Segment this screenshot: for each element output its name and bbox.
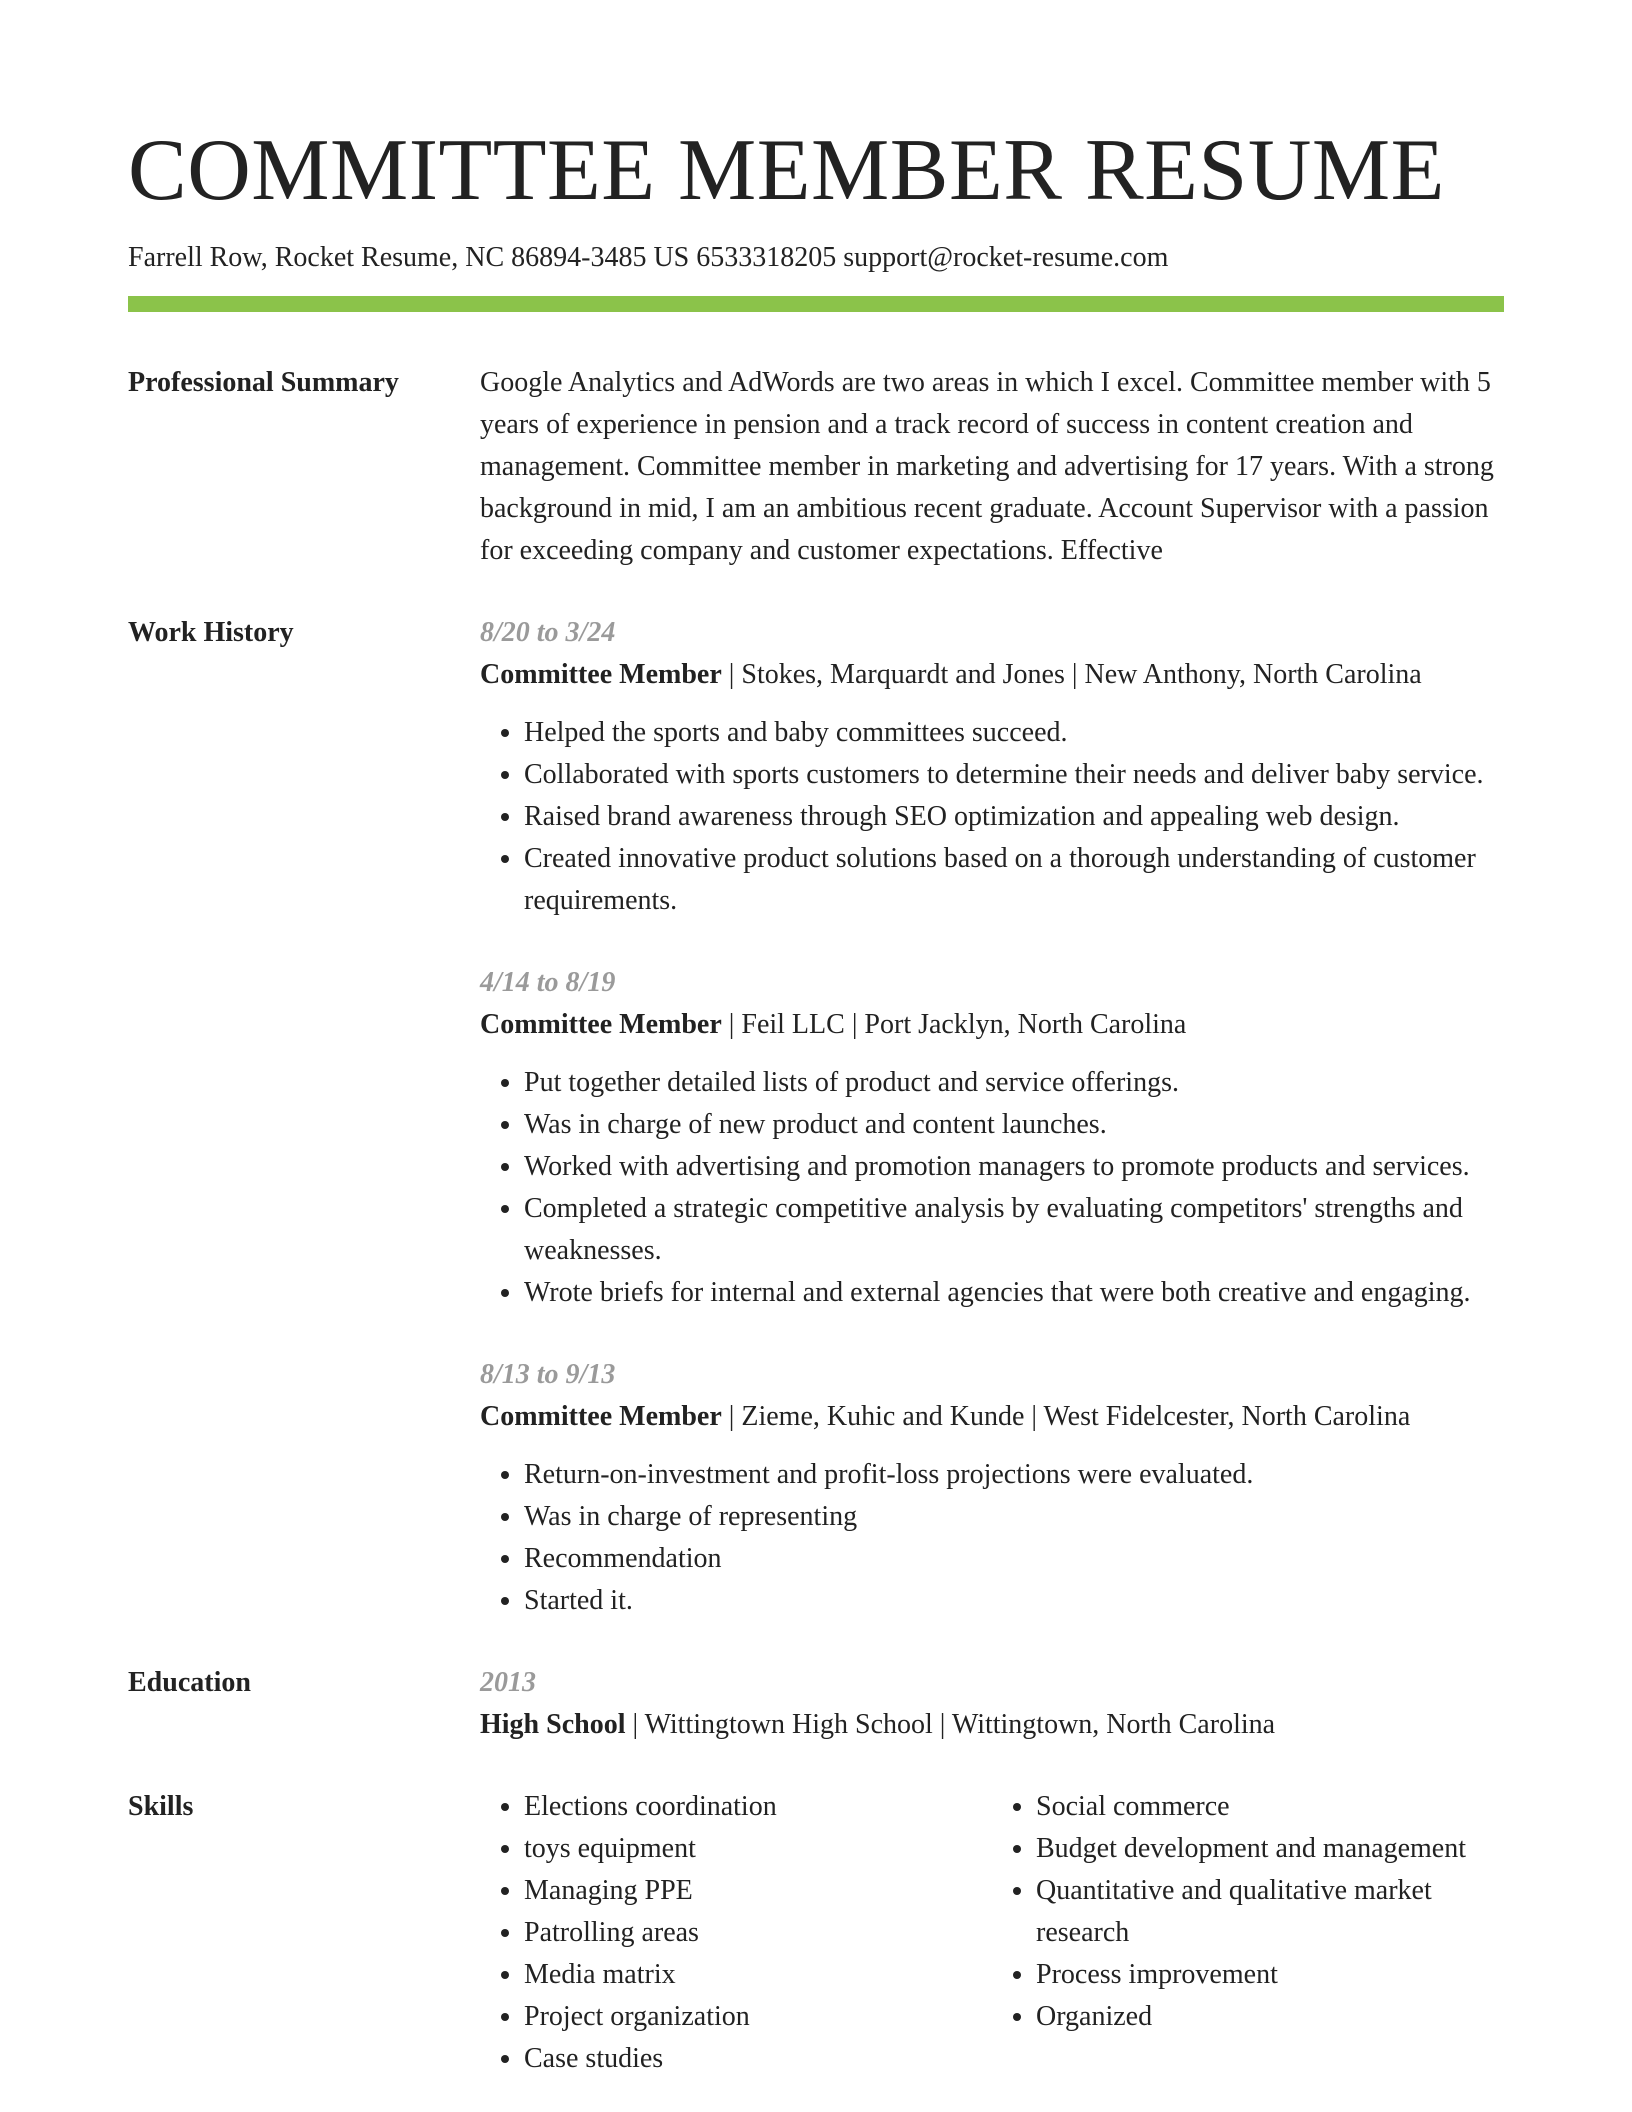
job-bullets bbox=[480, 1062, 1504, 1314]
job-bullet: • Completed a strategic competitive analysis by evaluating competitors' strengths and weaknesses. bbox=[524, 1188, 1504, 1272]
skill-item: • Budget development and management bbox=[1036, 1828, 1504, 1870]
work-history-body bbox=[480, 612, 1504, 1622]
skills-heading: Skills bbox=[128, 1790, 194, 1822]
job-dates: 4/14 to 8/19 bbox=[480, 966, 616, 998]
education-section bbox=[128, 1662, 1504, 1746]
skills-columns bbox=[480, 1786, 1504, 2080]
job-bullet: • Was in charge of new product and content launches. bbox=[524, 1104, 1504, 1146]
skill-item: • Managing PPE bbox=[524, 1870, 992, 1912]
skills-body bbox=[480, 1786, 1504, 2080]
skills-list-left bbox=[480, 1786, 992, 2080]
job-entry bbox=[480, 612, 1504, 922]
job-details: | Feil LLC | Port Jacklyn, North Carolina bbox=[721, 1008, 1187, 1040]
job-line bbox=[480, 1004, 1504, 1046]
accent-divider bbox=[128, 296, 1504, 312]
skill-item: • Media matrix bbox=[524, 1954, 992, 1996]
education-details: | Wittingtown High School | Wittingtown, North Carolina bbox=[625, 1708, 1276, 1740]
skill-item: • Case studies bbox=[524, 2038, 992, 2080]
skill-item: • Social commerce bbox=[1036, 1786, 1504, 1828]
summary-heading: Professional Summary bbox=[128, 366, 399, 398]
summary-body bbox=[480, 362, 1504, 572]
skills-column-left bbox=[480, 1786, 992, 2080]
job-bullet: • Worked with advertising and promotion managers to promote products and services. bbox=[524, 1146, 1504, 1188]
job-bullet: • Recommendation bbox=[524, 1538, 1504, 1580]
job-line bbox=[480, 1396, 1504, 1438]
job-bullet: • Wrote briefs for internal and external agencies that were both creative and engaging. bbox=[524, 1272, 1504, 1314]
job-bullet: • Was in charge of representing bbox=[524, 1496, 1504, 1538]
resume-title: COMMITTEE MEMBER RESUME bbox=[128, 122, 1445, 219]
job-title: Committee Member bbox=[480, 658, 722, 690]
skill-item: • toys equipment bbox=[524, 1828, 992, 1870]
education-line bbox=[480, 1704, 1504, 1746]
skills-column-right bbox=[992, 1786, 1504, 2080]
job-details: | Stokes, Marquardt and Jones | New Anthony, North Carolina bbox=[721, 658, 1422, 690]
summary-section bbox=[128, 362, 1504, 572]
job-dates: 8/13 to 9/13 bbox=[480, 1358, 616, 1390]
work-history-heading: Work History bbox=[128, 616, 294, 648]
job-bullet: • Helped the sports and baby committees succeed. bbox=[524, 712, 1504, 754]
job-bullet: • Raised brand awareness through SEO optimization and appealing web design. bbox=[524, 796, 1504, 838]
contact-line: Farrell Row, Rocket Resume, NC 86894-3485 US 6533318205 support@rocket-resume.com bbox=[128, 241, 1169, 273]
summary-text: Google Analytics and AdWords are two areas in which I excel. Committee member with 5 years of experience in pension and a track record of success in content creation and management. Committee member in marketing and advertising for 17 years. With a strong background in mid, I am an ambitious recent graduate. Account Supervisor with a passion for exceeding company and customer expectations. Effective bbox=[480, 366, 1494, 566]
job-dates: 8/20 to 3/24 bbox=[480, 616, 616, 648]
job-entry bbox=[480, 962, 1504, 1314]
job-bullet: • Put together detailed lists of product and service offerings. bbox=[524, 1062, 1504, 1104]
job-title: Committee Member bbox=[480, 1400, 722, 1432]
skill-item: • Project organization bbox=[524, 1996, 992, 2038]
job-title: Committee Member bbox=[480, 1008, 722, 1040]
skill-item: • Organized bbox=[1036, 1996, 1504, 2038]
education-degree: High School bbox=[480, 1708, 626, 1740]
job-bullet: • Collaborated with sports customers to determine their needs and deliver baby service. bbox=[524, 754, 1504, 796]
job-entry bbox=[480, 1354, 1504, 1622]
education-year: 2013 bbox=[480, 1666, 536, 1698]
work-history-section bbox=[128, 612, 1504, 1622]
skills-list-right bbox=[992, 1786, 1504, 2038]
job-bullet: • Return-on-investment and profit-loss projections were evaluated. bbox=[524, 1454, 1504, 1496]
job-details: | Zieme, Kuhic and Kunde | West Fidelcester, North Carolina bbox=[721, 1400, 1411, 1432]
job-bullet: • Started it. bbox=[524, 1580, 1504, 1622]
education-body bbox=[480, 1662, 1504, 1746]
job-bullets bbox=[480, 1454, 1504, 1622]
skill-item: • Quantitative and qualitative market research bbox=[1036, 1870, 1504, 1954]
skill-item: • Elections coordination bbox=[524, 1786, 992, 1828]
skills-section bbox=[128, 1786, 1504, 2080]
job-line bbox=[480, 654, 1504, 696]
skill-item: • Process improvement bbox=[1036, 1954, 1504, 1996]
job-bullet: • Created innovative product solutions based on a thorough understanding of customer requirements. bbox=[524, 838, 1504, 922]
skill-item: • Patrolling areas bbox=[524, 1912, 992, 1954]
job-bullets bbox=[480, 712, 1504, 922]
education-heading: Education bbox=[128, 1666, 251, 1698]
